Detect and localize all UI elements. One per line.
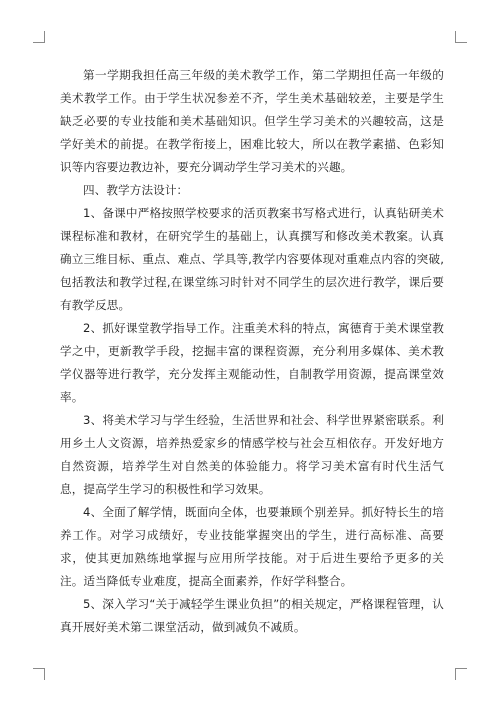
- crop-mark-top-left: [33, 31, 45, 43]
- paragraph-item-1: 1、备课中严格按照学校要求的活页教案书写格式进行，认真钻研美术课程标准和教材，在研究学生的基础上，认真撰写和修改美术教案。认真确立三维目标、重点、难点、学具等,教学内容要体现对重难点内容的突破,包括教法和教学过程,在课堂练习时针对不同学生的层次进行教学，课后要有教学反思。: [60, 206, 444, 312]
- document-body: [60, 64, 444, 639]
- section-heading-teaching-methods: 四、教学方法设计：: [83, 183, 189, 197]
- crop-mark-top-right: [455, 31, 467, 43]
- paragraph-item-2: 2、抓好课堂教学指导工作。注重美术科的特点，寓德育于美术课堂教学之中，更新教学手段，挖掘丰富的课程资源，充分利用多媒体、美术教学仪器等进行教学，充分发挥主观能动性，自制教学用资源，提高课堂效率。: [60, 321, 444, 404]
- crop-mark-bottom-right: [455, 668, 467, 680]
- paragraph-item-5: 5、深入学习“关于减轻学生课业负担”的相关规定，严格课程管理，认真开展好美术第二课堂活动，做到减负不减质。: [60, 597, 444, 634]
- paragraph-intro: 第一学期我担任高三年级的美术教学工作，第二学期担任高一年级的美术教学工作。由于学生状况参差不齐，学生美术基础较差，主要是学生缺乏必要的专业技能和美术基础知识。但学生学习美术的兴趣较高，这是学好美术的前提。在教学衔接上，困难比较大，所以在教学素描、色彩知识等内容要边教边补，要充分调动学生学习美术的兴趣。: [60, 68, 444, 174]
- crop-mark-bottom-left: [33, 668, 45, 680]
- paragraph-item-3: 3、将美术学习与学生经验，生活世界和社会、科学世界紧密联系。利用乡土人文资源，培养热爱家乡的情感学校与社会互相依存。开发好地方自然资源，培养学生对自然美的体验能力。将学习美术富有时代生活气息，提高学生学习的积极性和学习效果。: [60, 413, 444, 496]
- paragraph-item-4: 4、全面了解学情，既面向全体，也要兼顾个别差异。抓好特长生的培养工作。对学习成绩好，专业技能掌握突出的学生，进行高标准、高要求，使其更加熟练地掌握与应用所学技能。对于后进生要给予更多的关注。适当降低专业难度，提高全面素养，作好学科整合。: [60, 505, 444, 588]
